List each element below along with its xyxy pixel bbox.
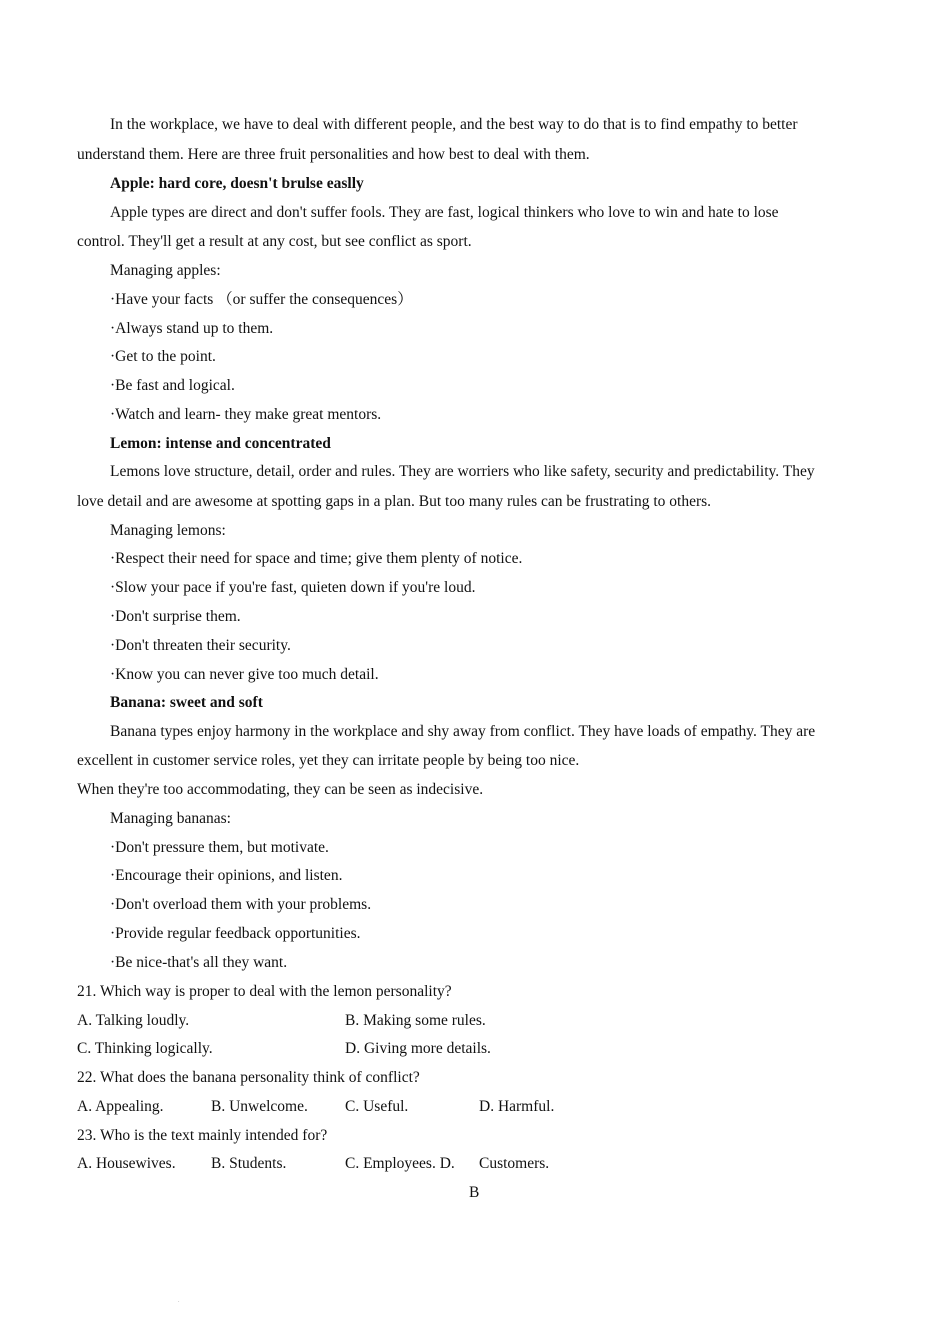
apple-tip: ·Be fast and logical. xyxy=(110,377,235,394)
banana-tip: ·Be nice-that's all they want. xyxy=(110,954,288,971)
apple-body-line-2: control. They'll get a result at any cost, but see conflict as sport. xyxy=(77,233,472,250)
apple-managing-label: Managing apples: xyxy=(110,262,221,279)
question-22-option-a: A. Appealing. xyxy=(77,1098,164,1115)
intro-line-2: understand them. Here are three fruit personalities and how best to deal with them. xyxy=(77,146,590,163)
question-21-stem: 21. Which way is proper to deal with the lemon personality? xyxy=(77,983,452,1000)
apple-tip: ·Have your facts （or suffer the consequences） xyxy=(110,291,413,308)
lemon-body-line-1: Lemons love structure, detail, order and rules. They are worriers who like safety, security and predictability. They xyxy=(110,463,815,480)
question-21-option-d: D. Giving more details. xyxy=(345,1040,491,1057)
question-21-option-b: B. Making some rules. xyxy=(345,1012,486,1029)
banana-tip: ·Don't overload them with your problems. xyxy=(110,896,372,913)
question-23-option-b: B. Students. xyxy=(211,1155,287,1172)
lemon-tip: ·Know you can never give too much detail. xyxy=(110,666,379,683)
lemon-tip: ·Don't threaten their security. xyxy=(110,637,291,654)
intro-line-1: In the workplace, we have to deal with different people, and the best way to do that is to find empathy to better xyxy=(110,116,798,133)
banana-body-line-1: Banana types enjoy harmony in the workplace and shy away from conflict. They have loads of empathy. They are xyxy=(110,723,816,740)
lemon-tip: ·Respect their need for space and time; give them plenty of notice. xyxy=(110,550,523,567)
banana-managing-label: Managing bananas: xyxy=(110,810,231,827)
question-23-stem: 23. Who is the text mainly intended for? xyxy=(77,1127,328,1144)
stray-mark: . xyxy=(178,1298,180,1304)
question-21-option-c: C. Thinking logically. xyxy=(77,1040,213,1057)
banana-tip: ·Provide regular feedback opportunities. xyxy=(110,925,361,942)
question-22-option-b: B. Unwelcome. xyxy=(211,1098,308,1115)
apple-tip: ·Watch and learn- they make great mentors. xyxy=(110,406,382,423)
banana-heading: Banana: sweet and soft xyxy=(110,694,263,711)
lemon-tip: ·Don't surprise them. xyxy=(110,608,241,625)
question-22-option-d: D. Harmful. xyxy=(479,1098,555,1115)
apple-heading: Apple: hard core, doesn't brulse easlly xyxy=(110,175,364,192)
question-23-option-a: A. Housewives. xyxy=(77,1155,176,1172)
banana-body-line-3: When they're too accommodating, they can be seen as indecisive. xyxy=(77,781,484,798)
question-22-stem: 22. What does the banana personality think of conflict? xyxy=(77,1069,420,1086)
apple-body-line-1: Apple types are direct and don't suffer fools. They are fast, logical thinkers who love to win and hate to lose xyxy=(110,204,779,221)
lemon-tip: ·Slow your pace if you're fast, quieten down if you're loud. xyxy=(110,579,476,596)
lemon-managing-label: Managing lemons: xyxy=(110,522,226,539)
question-21-option-a: A. Talking loudly. xyxy=(77,1012,190,1029)
lemon-body-line-2: love detail and are awesome at spotting gaps in a plan. But too many rules can be frustrating to others. xyxy=(77,493,712,510)
apple-tip: ·Get to the point. xyxy=(110,348,216,365)
banana-tip: ·Don't pressure them, but motivate. xyxy=(110,839,329,856)
apple-tip: ·Always stand up to them. xyxy=(110,320,274,337)
section-label: B xyxy=(469,1184,480,1201)
question-23-option-d: Customers. xyxy=(479,1155,550,1172)
banana-tip: ·Encourage their opinions, and listen. xyxy=(110,867,343,884)
question-22-option-c: C. Useful. xyxy=(345,1098,409,1115)
lemon-heading: Lemon: intense and concentrated xyxy=(110,435,331,452)
banana-body-line-2: excellent in customer service roles, yet they can irritate people by being too nice. xyxy=(77,752,580,769)
question-23-option-c: C. Employees. D. xyxy=(345,1155,455,1172)
